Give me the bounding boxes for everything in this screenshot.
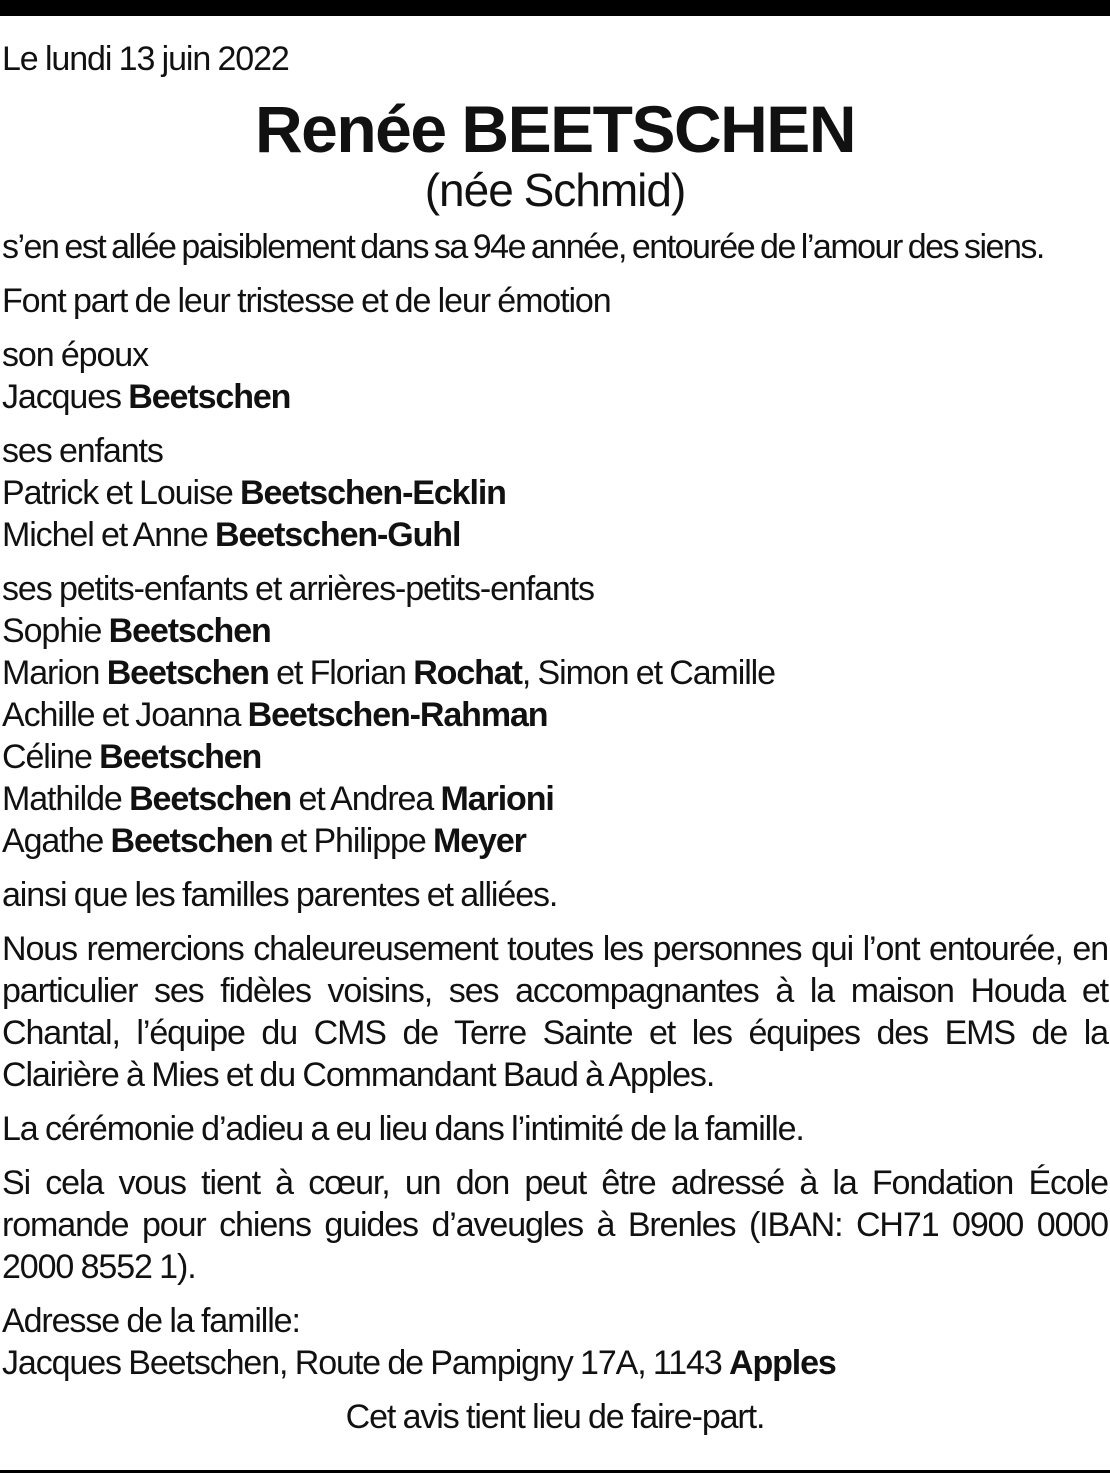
grandchild-surname: Beetschen — [108, 612, 271, 650]
top-rule — [0, 0, 1110, 16]
grandchild-surname: Beetschen — [99, 738, 262, 776]
bottom-rule — [0, 1470, 1110, 1473]
grandchild-surname: Beetschen-Rahman — [247, 696, 548, 734]
great-grandchildren: , Simon et Camille — [521, 654, 775, 692]
partner-surname: Marioni — [440, 780, 554, 818]
closing-text: Cet avis tient lieu de faire-part. — [345, 1398, 765, 1436]
spouse-given: Jacques — [2, 378, 121, 416]
family-address — [2, 1300, 1108, 1384]
child-given: Patrick et Louise — [2, 474, 233, 512]
address-line — [2, 1342, 1108, 1384]
partner-given: et Philippe — [279, 822, 426, 860]
grandchild-entry — [2, 694, 1108, 736]
grandchild-given: Agathe — [2, 822, 104, 860]
grandchild-entry — [2, 820, 1108, 862]
spouse-surname: Beetschen — [128, 378, 291, 416]
donation-text: Si cela vous tient à cœur, un don peut être adressé à la Fondation École romande pour chiens guides d’aveugles à Brenles (IBAN: CH71 0900 0000 2000 8552 1). — [2, 1164, 1108, 1286]
grandchild-entry — [2, 610, 1108, 652]
children-heading: ses enfants — [2, 432, 163, 470]
notice-date: Le lundi 13 juin 2022 — [2, 40, 289, 78]
grandchild-given: Marion — [2, 654, 100, 692]
grandchild-given: Sophie — [2, 612, 102, 650]
grandchild-surname: Beetschen — [106, 654, 269, 692]
death-notice — [2, 38, 1108, 1438]
partner-given: et Florian — [276, 654, 406, 692]
grandchild-surname: Beetschen — [110, 822, 273, 860]
spouse-heading: son époux — [2, 336, 149, 374]
grandchild-entry — [2, 778, 1108, 820]
address-street: Jacques Beetschen, Route de Pampigny 17A, 1143 — [2, 1344, 722, 1382]
grandchildren-heading: ses petits-enfants et arrières-petits-enfants — [2, 570, 594, 608]
grandchild-entry — [2, 652, 1108, 694]
grandchild-surname: Beetschen — [129, 780, 292, 818]
partner-given: et Andrea — [298, 780, 434, 818]
grandchild-entry — [2, 736, 1108, 778]
child-given: Michel et Anne — [2, 516, 208, 554]
ceremony-text: La cérémonie d’adieu a eu lieu dans l’intimité de la famille. — [2, 1110, 804, 1148]
thanks-text: Nous remercions chaleureusement toutes les personnes qui l’ont entourée, en particulier ses fidèles voisins, ses accompagnantes à la maison Houda et Chantal, l’équipe du CMS de Terre Sainte et les équipes des EMS de la Clairière à Mies et du Commandant Baud à Apples. — [2, 930, 1108, 1094]
spouse-entry — [2, 376, 1108, 418]
spouse-section — [2, 334, 1108, 418]
grandchild-given: Achille et Joanna — [2, 696, 241, 734]
address-heading: Adresse de la famille: — [2, 1302, 300, 1340]
child-surname: Beetschen-Ecklin — [240, 474, 506, 512]
maiden-name: (née Schmid) — [424, 164, 686, 216]
partner-surname: Rochat — [413, 654, 522, 692]
announce-text: Font part de leur tristesse et de leur émotion — [2, 282, 611, 320]
intro-text: s’en est allée paisiblement dans sa 94e année, entourée de l’amour des siens. — [2, 228, 1044, 266]
grandchildren-section — [2, 568, 1108, 862]
deceased-name: Renée BEETSCHEN — [255, 92, 855, 166]
child-entry — [2, 514, 1108, 556]
child-surname: Beetschen-Guhl — [215, 516, 461, 554]
child-entry — [2, 472, 1108, 514]
grandchild-given: Céline — [2, 738, 92, 776]
partner-surname: Meyer — [433, 822, 526, 860]
grandchild-given: Mathilde — [2, 780, 122, 818]
address-city: Apples — [728, 1344, 836, 1382]
children-section — [2, 430, 1108, 556]
families-text: ainsi que les familles parentes et alliées. — [2, 876, 558, 914]
